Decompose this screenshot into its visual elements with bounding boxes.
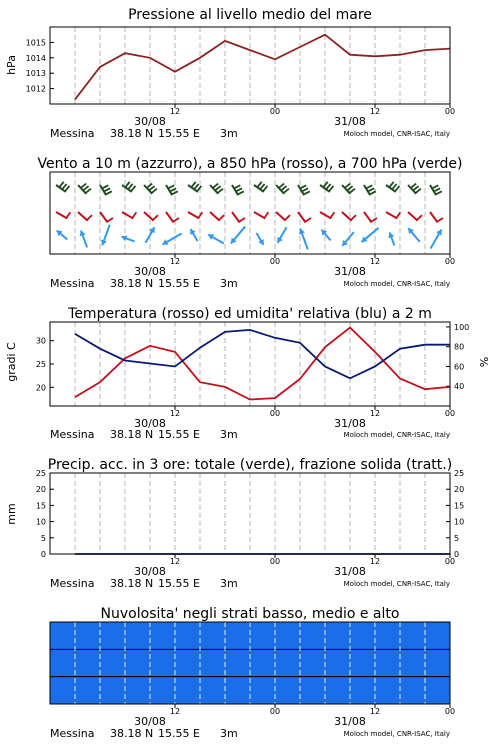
temperature-xaxis: [134, 406, 455, 430]
y-tick-label: 0: [454, 550, 460, 559]
barb-700hpa-flag: [197, 186, 201, 191]
barb-700hpa-flag: [326, 184, 330, 189]
x-tick-label: 00: [269, 257, 281, 266]
x-tick-label: 12: [169, 707, 181, 716]
barb-850hpa: [232, 212, 240, 223]
y-tick-label: 1014: [25, 53, 46, 63]
barb-850hpa-flag: [239, 218, 245, 222]
barb-850hpa-flag: [132, 212, 136, 218]
precipitation-ylabel: mm: [5, 503, 18, 525]
station-lon: 15.55 E: [158, 428, 200, 441]
y-tick-label: 5: [454, 533, 460, 543]
station-lon: 15.55 E: [158, 277, 200, 290]
barb-850hpa: [408, 212, 418, 221]
precipitation-xaxis: [134, 554, 455, 578]
y-tick-label: 40: [454, 382, 465, 392]
barb-850hpa: [56, 212, 67, 219]
barb-700hpa-flag: [194, 184, 198, 189]
temperature-line: [75, 328, 450, 400]
barb-850hpa: [298, 212, 306, 223]
date-label: 31/08: [334, 265, 366, 278]
barb-850hpa-flag: [417, 215, 422, 220]
temperature-panel: [5, 306, 491, 441]
x-tick-label: 12: [169, 409, 181, 418]
barb-850hpa-flag: [173, 218, 179, 222]
station-elev: 3m: [220, 127, 238, 140]
date-label: 30/08: [134, 715, 166, 728]
barb-700hpa-flag: [302, 188, 308, 191]
precipitation-footer: [50, 577, 450, 590]
cloud-xaxis: [134, 704, 455, 728]
barb-850hpa-flag: [371, 218, 377, 222]
precipitation-title: Precip. acc. in 3 ore: totale (verde), frazione solida (tratt.): [47, 457, 453, 473]
barb-700hpa-flag: [436, 191, 442, 194]
barb-850hpa: [144, 212, 154, 221]
y-tick-label: 10: [454, 517, 465, 527]
y-tick-label: 1012: [25, 84, 46, 94]
y-tick-label: 20: [35, 485, 46, 495]
barb-700hpa-flag: [345, 184, 350, 188]
station-name: Messina: [50, 577, 95, 590]
model-credit: Moloch model, CNR-ISAC, Italy: [343, 580, 450, 588]
precipitation-gridlines: [75, 473, 425, 554]
barb-700hpa-flag: [102, 185, 108, 188]
station-elev: 3m: [220, 577, 238, 590]
barb-700hpa-flag: [59, 182, 63, 187]
y-tick-label: 20: [35, 383, 46, 393]
station-lat: 38.18 N: [110, 428, 154, 441]
x-tick-label: 00: [269, 409, 281, 418]
barb-850hpa-flag: [351, 215, 356, 220]
barb-850hpa: [166, 212, 174, 223]
barb-700hpa-flag: [152, 189, 157, 193]
barb-700hpa-flag: [86, 189, 91, 193]
station-lon: 15.55 E: [158, 727, 200, 740]
y-tick-label: 30: [35, 336, 46, 346]
wind-panel: [37, 156, 462, 290]
barb-850hpa: [386, 212, 397, 219]
station-elev: 3m: [220, 727, 238, 740]
model-credit: Moloch model, CNR-ISAC, Italy: [343, 130, 450, 138]
barb-850hpa-flag: [330, 212, 334, 218]
x-tick-label: 12: [369, 557, 381, 566]
y-tick-label: 100: [454, 322, 470, 332]
x-tick-label: 00: [444, 257, 456, 266]
barb-700hpa-flag: [434, 188, 440, 191]
barb-700hpa-flag: [368, 188, 374, 191]
x-tick-label: 00: [269, 107, 281, 116]
cloud-title: Nuvolosita' negli strati basso, medio e alto: [100, 606, 400, 622]
barb-850hpa-flag: [219, 215, 224, 220]
date-label: 31/08: [334, 565, 366, 578]
barb-850hpa: [78, 212, 88, 221]
model-credit: Moloch model, CNR-ISAC, Italy: [343, 431, 450, 439]
wind-title: Vento a 10 m (azzurro), a 850 hPa (rosso), a 700 hPa (verde): [37, 156, 463, 172]
station-name: Messina: [50, 428, 95, 441]
barb-700hpa-flag: [236, 188, 242, 191]
barb-850hpa-flag: [107, 218, 113, 222]
barb-700hpa-flag: [432, 185, 438, 188]
y-tick-label: 1015: [25, 38, 46, 48]
humidity-yticks-right: [446, 323, 469, 391]
y-tick-label: 25: [35, 360, 46, 369]
cloud-panel: [50, 606, 455, 740]
temperature-footer: [50, 428, 450, 441]
x-tick-label: 00: [269, 557, 281, 566]
y-tick-label: 20: [454, 485, 465, 495]
temperature-ylabel: gradi C: [5, 342, 18, 382]
date-label: 30/08: [134, 115, 166, 128]
x-tick-label: 12: [169, 107, 181, 116]
barb-850hpa: [188, 212, 199, 219]
date-label: 30/08: [134, 265, 166, 278]
station-lon: 15.55 E: [158, 577, 200, 590]
y-tick-label: 5: [40, 533, 46, 543]
barb-700hpa-flag: [260, 184, 264, 189]
barb-700hpa-flag: [279, 184, 284, 188]
barb-700hpa-flag: [300, 185, 306, 188]
precipitation-panel: [5, 457, 464, 590]
barb-850hpa: [276, 212, 286, 221]
barb-700hpa-flag: [329, 186, 333, 191]
barb-700hpa-flag: [416, 189, 421, 193]
barb-700hpa-flag: [389, 182, 393, 187]
barb-700hpa-flag: [147, 184, 152, 188]
pressure-footer: [50, 127, 450, 140]
barb-700hpa-flag: [83, 186, 88, 190]
station-name: Messina: [50, 277, 95, 290]
barb-850hpa: [210, 212, 220, 221]
y-tick-label: 15: [35, 501, 46, 511]
date-label: 31/08: [334, 417, 366, 430]
barb-850hpa: [430, 212, 438, 223]
cloud-footer: [50, 727, 450, 740]
barb-850hpa: [364, 212, 372, 223]
station-elev: 3m: [220, 428, 238, 441]
temperature-title: Temperatura (rosso) ed umidita' relativa (blu) a 2 m: [68, 306, 432, 322]
barb-850hpa-flag: [305, 218, 311, 222]
barb-850hpa-flag: [87, 215, 92, 220]
barb-700hpa-flag: [413, 186, 418, 190]
station-lat: 38.18 N: [110, 277, 154, 290]
model-credit: Moloch model, CNR-ISAC, Italy: [343, 730, 450, 738]
x-tick-label: 12: [369, 707, 381, 716]
pressure-ylabel: hPa: [5, 55, 18, 75]
station-name: Messina: [50, 727, 95, 740]
x-tick-label: 12: [169, 557, 181, 566]
precipitation-yticks-right: [446, 469, 464, 559]
barb-700hpa-flag: [191, 182, 195, 187]
date-label: 31/08: [334, 715, 366, 728]
barb-700hpa-flag: [366, 185, 372, 188]
wind-footer: [50, 277, 450, 290]
barb-700hpa-flag: [104, 188, 110, 191]
barb-700hpa-flag: [284, 189, 289, 193]
barb-700hpa-flag: [168, 185, 174, 188]
wind-xaxis: [134, 254, 455, 278]
station-lat: 38.18 N: [110, 127, 154, 140]
x-tick-label: 00: [444, 557, 456, 566]
y-tick-label: 1013: [25, 69, 46, 79]
barb-700hpa-flag: [65, 186, 69, 191]
x-tick-label: 00: [444, 107, 456, 116]
date-label: 31/08: [334, 115, 366, 128]
station-lat: 38.18 N: [110, 727, 154, 740]
x-tick-label: 12: [369, 257, 381, 266]
x-tick-label: 00: [444, 707, 456, 716]
barb-850hpa-flag: [437, 218, 443, 222]
pressure-line: [75, 35, 450, 100]
pressure-series: [75, 35, 450, 100]
barb-850hpa-flag: [264, 212, 268, 218]
barb-700hpa-flag: [106, 191, 112, 194]
y-tick-label: 25: [454, 469, 465, 478]
barb-700hpa-flag: [395, 186, 399, 191]
pressure-gridlines: [75, 27, 425, 104]
barb-700hpa-flag: [238, 191, 244, 194]
station-elev: 3m: [220, 277, 238, 290]
y-tick-label: 25: [35, 469, 46, 478]
barb-700hpa-flag: [304, 191, 310, 194]
station-name: Messina: [50, 127, 95, 140]
barb-850hpa-flag: [153, 215, 158, 220]
y-tick-label: 15: [454, 501, 465, 511]
humidity-ylabel: %: [478, 356, 491, 368]
pressure-title: Pressione al livello medio del mare: [128, 7, 372, 23]
station-lon: 15.55 E: [158, 127, 200, 140]
temperature-humidity-series: [75, 328, 450, 400]
barb-850hpa-flag: [66, 212, 70, 218]
barb-700hpa-flag: [215, 186, 220, 190]
x-tick-label: 12: [369, 107, 381, 116]
barb-700hpa-flag: [281, 186, 286, 190]
barb-700hpa-flag: [125, 182, 129, 187]
barb-850hpa: [254, 212, 265, 219]
barb-850hpa: [320, 212, 331, 219]
y-tick-label: 0: [40, 550, 46, 559]
barb-850hpa: [100, 212, 108, 223]
pressure-panel: [5, 7, 455, 140]
x-tick-label: 00: [269, 707, 281, 716]
barb-700hpa-flag: [62, 184, 66, 189]
barb-700hpa-flag: [263, 186, 267, 191]
barb-850hpa-flag: [285, 215, 290, 220]
barb-700hpa-flag: [131, 186, 135, 191]
barb-700hpa-flag: [218, 189, 223, 193]
barb-700hpa-flag: [81, 184, 86, 188]
x-tick-label: 00: [444, 409, 456, 418]
barb-700hpa-flag: [128, 184, 132, 189]
barb-700hpa-flag: [234, 185, 240, 188]
y-tick-label: 60: [454, 362, 465, 372]
pressure-xaxis: [134, 104, 455, 128]
date-label: 30/08: [134, 417, 166, 430]
temperature-yticks-left: [36, 337, 54, 393]
barb-700hpa-flag: [392, 184, 396, 189]
precipitation-yticks-left: [36, 469, 54, 559]
x-tick-label: 12: [369, 409, 381, 418]
model-credit: Moloch model, CNR-ISAC, Italy: [343, 280, 450, 288]
barb-700hpa-flag: [213, 184, 218, 188]
station-lat: 38.18 N: [110, 577, 154, 590]
barb-850hpa: [122, 212, 133, 219]
temperature-gridlines: [75, 322, 425, 406]
y-tick-label: 10: [35, 517, 46, 527]
barb-700hpa-flag: [257, 182, 261, 187]
x-tick-label: 12: [169, 257, 181, 266]
date-label: 30/08: [134, 565, 166, 578]
barb-700hpa-flag: [411, 184, 416, 188]
y-tick-label: 80: [454, 342, 465, 352]
